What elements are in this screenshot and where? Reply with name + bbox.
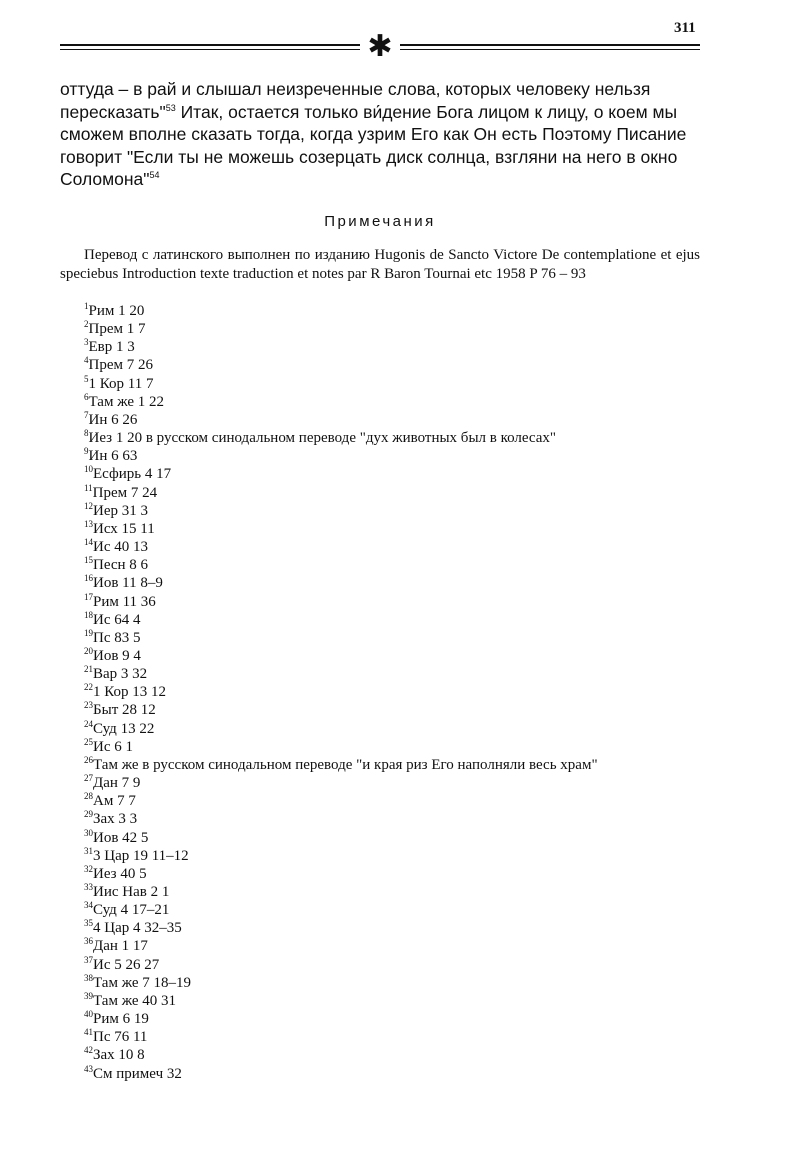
note-item bbox=[84, 356, 704, 374]
note-number: 17 bbox=[84, 591, 93, 602]
note-text: См примеч 32 bbox=[93, 1065, 182, 1082]
note-item bbox=[84, 502, 704, 520]
note-item bbox=[84, 720, 704, 738]
note-number: 29 bbox=[84, 809, 93, 820]
note-number: 25 bbox=[84, 736, 93, 747]
note-number: 21 bbox=[84, 664, 93, 675]
note-item bbox=[84, 484, 704, 502]
note-item bbox=[84, 937, 704, 955]
note-item bbox=[84, 593, 704, 611]
note-number: 8 bbox=[84, 428, 89, 439]
note-number: 26 bbox=[84, 754, 93, 765]
note-item bbox=[84, 738, 704, 756]
note-item bbox=[84, 901, 704, 919]
note-text: Ис 6 1 bbox=[93, 738, 133, 755]
notes-list bbox=[84, 302, 704, 1083]
note-number: 16 bbox=[84, 573, 93, 584]
note-number: 28 bbox=[84, 791, 93, 802]
note-item bbox=[84, 683, 704, 701]
note-item bbox=[84, 665, 704, 683]
note-number: 19 bbox=[84, 627, 93, 638]
note-number: 41 bbox=[84, 1027, 93, 1038]
note-text: Ис 5 26 27 bbox=[93, 956, 160, 973]
note-text: Иов 42 5 bbox=[93, 829, 149, 846]
note-text: Прем 7 26 bbox=[88, 357, 153, 374]
main-text bbox=[60, 78, 700, 191]
footnote-ref: 54 bbox=[149, 170, 160, 181]
note-item bbox=[84, 956, 704, 974]
note-item bbox=[84, 320, 704, 338]
note-number: 32 bbox=[84, 863, 93, 874]
note-item bbox=[84, 883, 704, 901]
note-text: Прем 7 24 bbox=[92, 484, 158, 501]
note-text: Есфирь 4 17 bbox=[93, 466, 172, 483]
note-number: 4 bbox=[84, 355, 89, 366]
note-item bbox=[84, 992, 704, 1010]
note-number: 6 bbox=[84, 391, 89, 402]
note-number: 2 bbox=[84, 319, 89, 330]
note-text: Дан 1 17 bbox=[93, 938, 148, 955]
text-line bbox=[60, 101, 700, 124]
header-rule bbox=[60, 29, 700, 64]
note-item bbox=[84, 520, 704, 538]
note-item bbox=[84, 465, 704, 483]
notes-heading: Примечания bbox=[324, 213, 436, 230]
note-item bbox=[84, 538, 704, 556]
note-number: 39 bbox=[84, 990, 93, 1001]
note-number: 36 bbox=[84, 936, 93, 947]
note-number: 18 bbox=[84, 609, 93, 620]
note-text: Иис Нав 2 1 bbox=[93, 884, 170, 900]
note-text: Пс 83 5 bbox=[93, 629, 141, 646]
note-text: Ин 6 26 bbox=[88, 411, 138, 428]
note-item bbox=[84, 611, 704, 629]
note-text: Иер 31 3 bbox=[93, 502, 148, 519]
note-text: 1 Кор 11 7 bbox=[88, 375, 154, 392]
note-item bbox=[84, 393, 704, 411]
note-number: 22 bbox=[84, 682, 93, 693]
note-number: 24 bbox=[84, 718, 93, 729]
note-text: Ис 40 13 bbox=[93, 539, 148, 556]
note-item bbox=[84, 556, 704, 574]
note-number: 13 bbox=[84, 518, 93, 529]
note-text: Там же 1 22 bbox=[88, 393, 165, 410]
note-number: 33 bbox=[84, 882, 93, 892]
note-item bbox=[84, 1046, 704, 1064]
note-number: 10 bbox=[84, 464, 93, 475]
note-text: Там же 7 18–19 bbox=[93, 974, 192, 991]
note-number: 27 bbox=[84, 773, 93, 784]
note-item bbox=[84, 629, 704, 647]
note-item bbox=[84, 974, 704, 992]
note-text: 4 Цар 4 32–35 bbox=[93, 920, 182, 937]
note-number: 35 bbox=[84, 918, 93, 929]
note-item bbox=[84, 429, 704, 447]
note-text: 1 Кор 13 12 bbox=[93, 684, 167, 701]
note-text: Иез 40 5 bbox=[93, 865, 147, 882]
page-number: 311 bbox=[674, 20, 696, 36]
note-number: 15 bbox=[84, 555, 93, 566]
note-item bbox=[84, 1010, 704, 1028]
note-item bbox=[84, 338, 704, 356]
note-text: Суд 4 17–21 bbox=[93, 902, 170, 919]
note-text: Рим 1 20 bbox=[88, 303, 145, 319]
note-number: 20 bbox=[84, 645, 93, 656]
note-number: 31 bbox=[84, 845, 93, 856]
note-number: 38 bbox=[84, 972, 93, 983]
note-item bbox=[84, 919, 704, 937]
note-item bbox=[84, 1065, 704, 1083]
note-text: Рим 11 36 bbox=[93, 593, 156, 610]
note-item bbox=[84, 847, 704, 865]
note-number: 7 bbox=[84, 409, 89, 420]
note-text: Пс 76 11 bbox=[93, 1029, 148, 1046]
note-item bbox=[84, 447, 704, 465]
note-number: 42 bbox=[84, 1045, 93, 1056]
note-number: 5 bbox=[84, 373, 89, 384]
note-text: Рим 6 19 bbox=[93, 1011, 149, 1028]
notes-intro: Перевод с латинского выполнен по изданию Hugonis de Sancto Victore De contemplatione et ejus speciebus Introduction texte traduction et notes par R Baron Tournai etc 1958 P 76 – 93 bbox=[60, 247, 700, 282]
note-item bbox=[84, 574, 704, 592]
note-number: 34 bbox=[84, 900, 93, 911]
asterisk-ornament-icon: ✱ bbox=[360, 30, 400, 64]
note-number: 14 bbox=[84, 537, 93, 548]
note-text: Ис 64 4 bbox=[93, 611, 141, 628]
note-item bbox=[84, 792, 704, 810]
note-text: Исх 15 11 bbox=[93, 520, 155, 537]
text-fragment: пересказать" bbox=[60, 101, 166, 122]
note-text: Там же 40 31 bbox=[93, 992, 177, 1009]
text-line: говорит "Если ты не можешь созерцать диск солнца, взгляни на него в окно bbox=[60, 146, 678, 167]
note-text: Песн 8 6 bbox=[93, 557, 149, 574]
note-number: 37 bbox=[84, 954, 93, 965]
note-item bbox=[84, 810, 704, 828]
note-text: Ин 6 63 bbox=[88, 448, 138, 465]
note-number: 40 bbox=[84, 1009, 93, 1020]
note-item bbox=[84, 647, 704, 665]
note-number: 1 bbox=[84, 301, 89, 311]
note-number: 23 bbox=[84, 700, 93, 711]
note-item bbox=[84, 829, 704, 847]
note-text: Дан 7 9 bbox=[93, 775, 141, 792]
note-item bbox=[84, 375, 704, 393]
note-number: 12 bbox=[84, 500, 93, 511]
note-text: Зах 3 3 bbox=[93, 811, 138, 828]
note-item bbox=[84, 756, 704, 774]
note-text: Иов 11 8–9 bbox=[93, 575, 163, 592]
note-number: 9 bbox=[84, 446, 89, 457]
note-text: Быт 28 12 bbox=[93, 702, 156, 719]
text-line: оттуда – в рай и слышал неизреченные слова, которых человеку нельзя bbox=[60, 79, 651, 99]
note-number: 43 bbox=[84, 1063, 93, 1074]
note-text: Иез 1 20 в русском синодальном переводе "дух животных был в колесах" bbox=[88, 430, 557, 447]
note-text: 3 Цар 19 11–12 bbox=[93, 847, 189, 864]
note-text: Суд 13 22 bbox=[93, 720, 155, 737]
text-fragment: Соломона" bbox=[60, 169, 150, 189]
note-text: Вар 3 32 bbox=[93, 666, 148, 683]
note-text: Там же в русском синодальном переводе "и края риз Его наполняли весь храм" bbox=[93, 756, 598, 773]
note-item bbox=[84, 302, 704, 320]
note-text: Евр 1 3 bbox=[88, 339, 135, 356]
text-line bbox=[60, 168, 700, 191]
note-number: 30 bbox=[84, 827, 93, 838]
note-number: 11 bbox=[84, 482, 93, 493]
note-text: Прем 1 7 bbox=[88, 321, 146, 338]
note-item bbox=[84, 865, 704, 883]
text-fragment: Итак, остается только ви́дение Бога лицом к лицу, о коем мы bbox=[175, 101, 678, 122]
note-number: 3 bbox=[84, 337, 89, 348]
note-item bbox=[84, 701, 704, 719]
note-item bbox=[84, 1028, 704, 1046]
footnote-ref: 53 bbox=[165, 102, 176, 113]
note-text: Иов 9 4 bbox=[93, 647, 141, 664]
note-item bbox=[84, 774, 704, 792]
text-line: сможем вполне сказать тогда, когда узрим Его как Он есть Поэтому Писание bbox=[60, 124, 687, 144]
note-text: Зах 10 8 bbox=[93, 1047, 145, 1064]
note-text: Ам 7 7 bbox=[93, 793, 136, 810]
note-item bbox=[84, 411, 704, 429]
